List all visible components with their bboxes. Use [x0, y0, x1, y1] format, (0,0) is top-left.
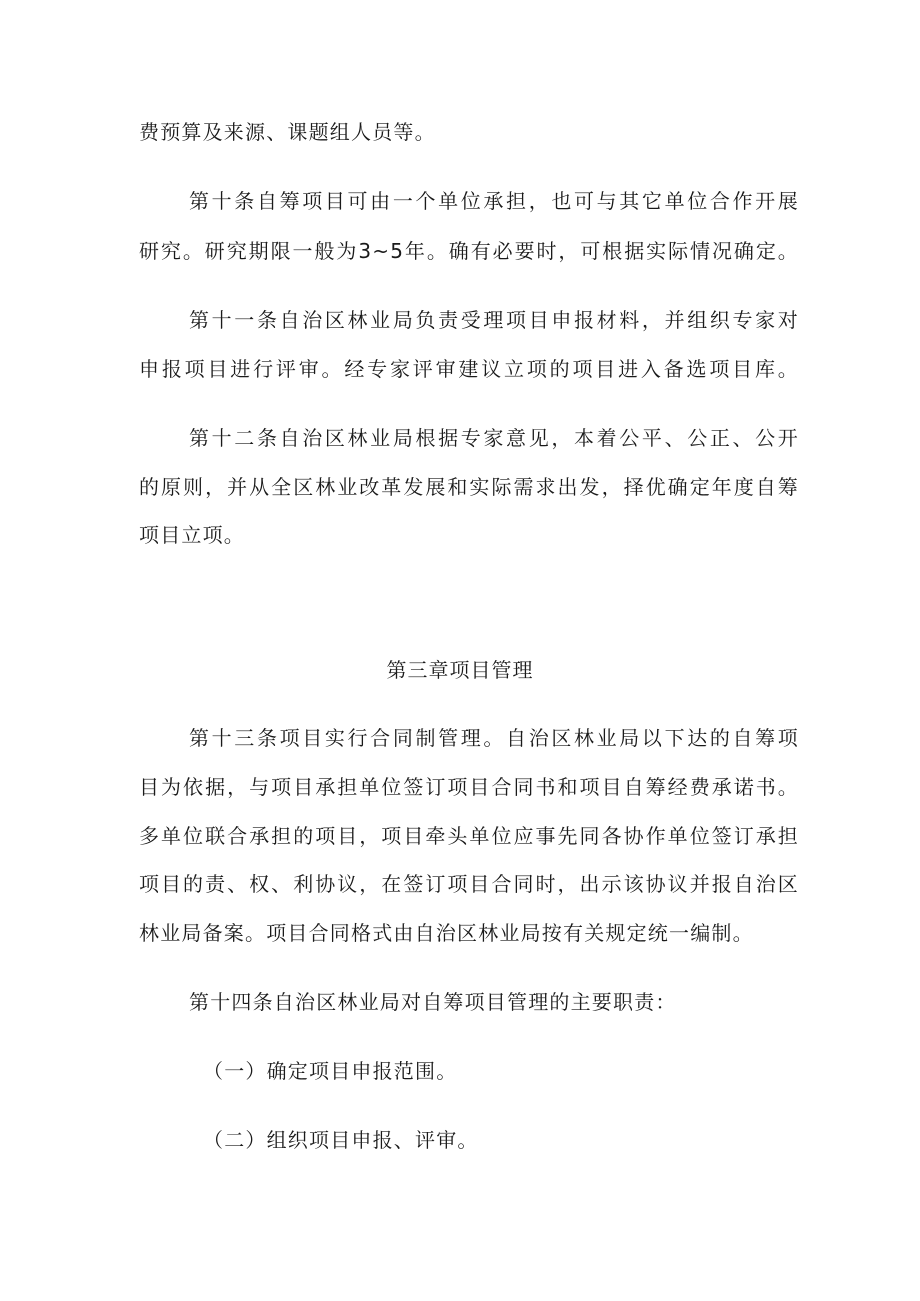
article-14-line-1: 第十四条自治区林业局对自筹项目管理的主要职责：: [189, 990, 677, 1014]
chapter-title: 第三章项目管理: [386, 658, 534, 682]
article-12-line-2: 的原则，并从全区林业改革发展和实际需求出发，择优确定年度自筹: [139, 475, 799, 499]
article-12-line-1: 第十二条自治区林业局根据专家意见，本着公平、公正、公开: [189, 426, 799, 450]
article-11-line-2: 申报项目进行评审。经专家评审建议立项的项目进入备选项目库。: [139, 357, 799, 381]
article-13-line-5: 林业局备案。项目合同格式由自治区林业局按有关规定统一编制。: [139, 921, 754, 945]
article-13-line-3: 多单位联合承担的项目，项目牵头单位应事先同各协作单位签订承担: [139, 824, 799, 848]
article-13-line-4: 项目的责、权、利协议，在签订项目合同时，出示该协议并报自治区: [139, 872, 799, 896]
article-10-line-1: 第十条自筹项目可由一个单位承担，也可与其它单位合作开展: [189, 189, 799, 213]
list-item: （一）确定项目申报范围。: [203, 1059, 458, 1083]
article-13-line-2: 目为依据，与项目承担单位签订项目合同书和项目自筹经费承诺书。: [139, 775, 799, 799]
article-11-line-1: 第十一条自治区林业局负责受理项目申报材料，并组织专家对: [189, 308, 799, 332]
paragraph-line: 费预算及来源、课题组人员等。: [139, 120, 436, 144]
article-10-line-2: 研究。研究期限一般为3~5年。确有必要时，可根据实际情况确定。: [139, 239, 799, 263]
article-13-line-1: 第十三条项目实行合同制管理。自治区林业局以下达的自筹项: [189, 726, 799, 750]
list-item: （二）组织项目申报、评审。: [203, 1128, 479, 1152]
article-12-line-3: 项目立项。: [139, 523, 245, 547]
